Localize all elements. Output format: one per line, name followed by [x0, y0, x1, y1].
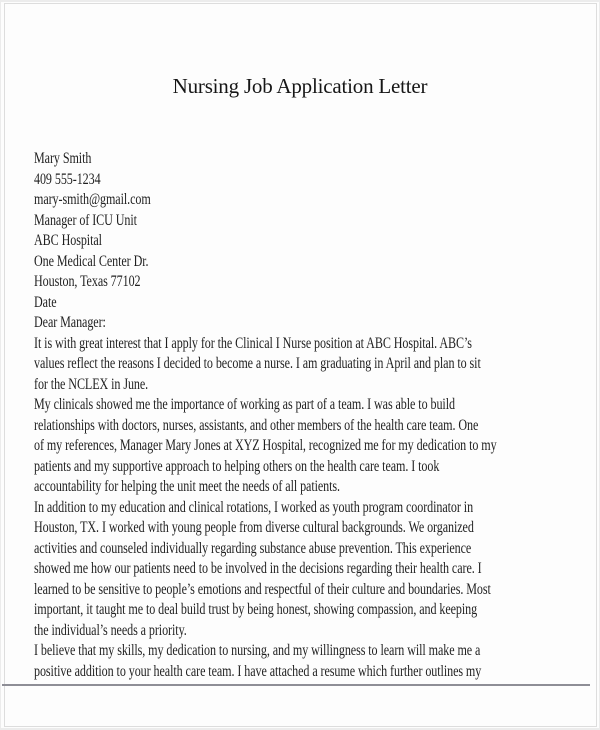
text-line: values reflect the reasons I decided to become a nurse. I am graduating in April and plan to sit — [34, 355, 481, 372]
text-line: Dear Manager: — [34, 314, 106, 331]
text-line: patients and my supportive approach to helping others on the health care team. I took — [34, 457, 440, 475]
text-line: of my references, Manager Mary Jones at XYZ Hospital, recognized me for my dedication to my — [34, 437, 497, 454]
text-line: In addition to my education and clinical rotations, I worked as youth program coordinator in — [34, 498, 474, 516]
text-line: activities and counseled individually regarding substance abuse prevention. This experience — [34, 539, 472, 557]
letter-title: Nursing Job Application Letter — [172, 74, 428, 98]
text-line: mary-smith@gmail.com — [34, 191, 151, 208]
text-line: Manager of ICU Unit — [34, 211, 137, 229]
text-line: Date — [34, 293, 57, 311]
text-line: relationships with doctors, nurses, assistants, and other members of the health care team. One — [34, 416, 479, 434]
text-line: 409 555-1234 — [34, 170, 101, 188]
text-line: accountability for helping the unit meet the needs of all patients. — [34, 478, 341, 495]
text-line: important, it taught me to deal build trust by being honest, showing compassion, and keeping — [34, 601, 478, 618]
letter-body — [34, 149, 585, 682]
document-page — [1, 2, 599, 728]
text-line: positive addition to your health care team. I have attached a resume which further outlines my — [34, 662, 482, 680]
text-line: My clinicals showed me the importance of working as part of a team. I was able to build — [34, 396, 455, 413]
text-line: ABC Hospital — [34, 232, 102, 249]
text-line: Mary Smith — [34, 150, 92, 167]
text-line: One Medical Center Dr. — [34, 252, 149, 270]
text-line: Houston, TX. I worked with young people from diverse cultural backgrounds. We organized — [34, 519, 474, 536]
text-line: the individual’s needs a priority. — [34, 621, 187, 639]
text-line: It is with great interest that I apply for the Clinical I Nurse position at ABC Hospital. ABC’s — [34, 334, 472, 352]
page-bottom-rule — [2, 684, 590, 686]
text-line: Houston, Texas 77102 — [34, 273, 141, 290]
text-line: showed me how our patients need to be involved in the decisions regarding their health care. I — [34, 560, 482, 577]
text-line: learned to be sensitive to people’s emotions and respectful of their culture and boundaries. Most — [34, 580, 491, 598]
text-line: I believe that my skills, my dedication to nursing, and my willingness to learn will make me a — [34, 642, 481, 659]
text-line: for the NCLEX in June. — [34, 375, 149, 393]
